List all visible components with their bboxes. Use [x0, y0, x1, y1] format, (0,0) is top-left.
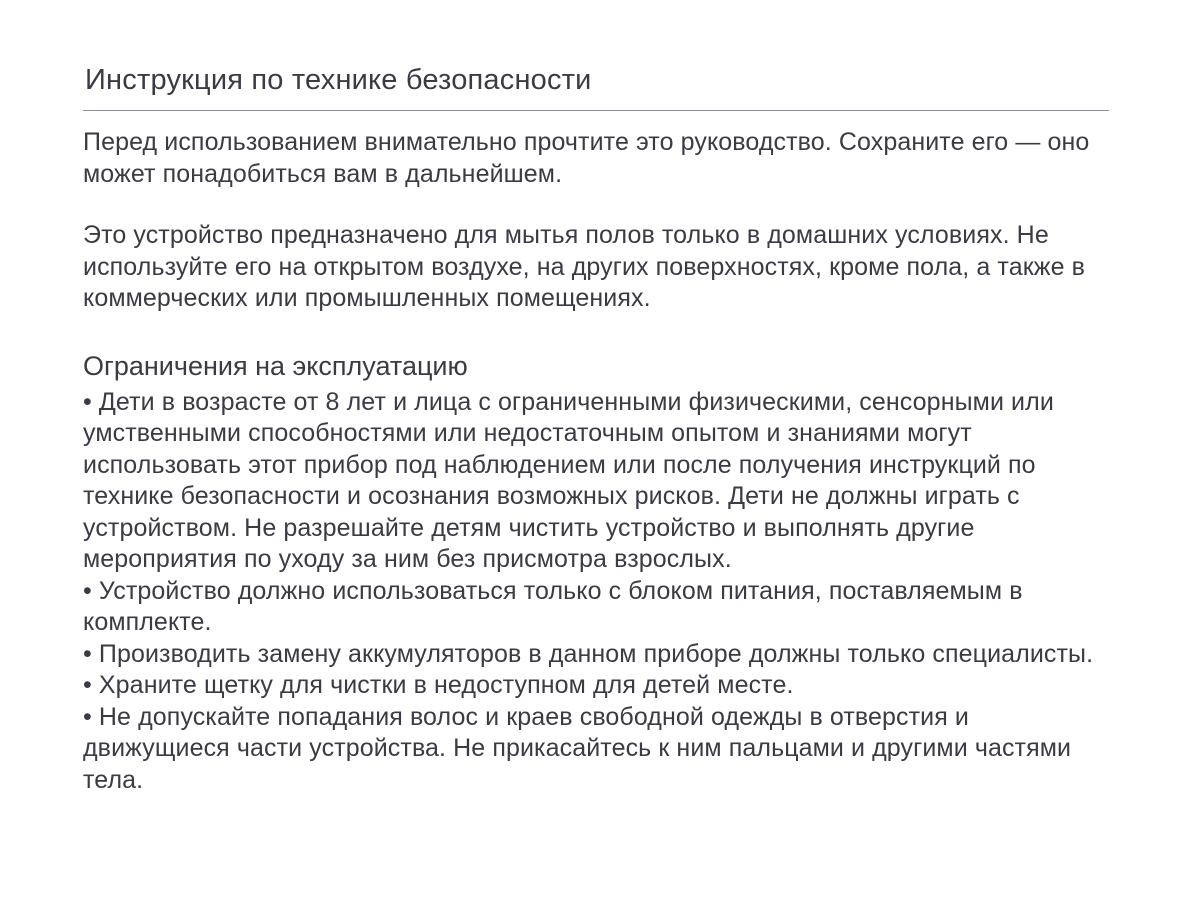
list-item: [83, 670, 1109, 702]
list-item-text: Устройство должно использоваться только с блоком питания, поставляемым в комплекте.: [83, 576, 1023, 636]
usage-paragraph: Это устройство предназначено для мытья полов только в домашних условиях. Не используйте его на открытом воздухе, на других поверхностях, кроме пола, а также в коммерческих или промышленных помещениях.: [83, 221, 1085, 312]
list-item-text: Дети в возрасте от 8 лет и лица с ограниченными физическими, сенсорными или умственными способностями или недостаточным опытом и знаниями могут использовать этот прибор под наблюдением или после получения инструкций по технике безопасности и осознания возможных рисков. Дети не должны играть с устройством. Не разрешайте детям чистить устройство и выполнять другие мероприятия по уходу за ним без присмотра взрослых.: [83, 387, 1054, 573]
bullet-marker: •: [83, 702, 92, 731]
restrictions-list: [83, 387, 1109, 797]
bullet-marker: •: [83, 639, 92, 668]
list-item-text: Не допускайте попадания волос и краев свободной одежды в отверстия и движущиеся части устройства. Не прикасайтесь к ним пальцами и другими частями тела.: [83, 702, 1072, 794]
bullet-marker: •: [83, 671, 92, 699]
list-item-text: Храните щетку для чистки в недоступном для детей месте.: [98, 671, 794, 699]
list-item: [83, 639, 1109, 671]
list-item: [83, 576, 1109, 639]
document-page: [83, 60, 1109, 796]
section-title: Ограничения на эксплуатацию: [83, 350, 468, 381]
bullet-marker: •: [83, 576, 92, 605]
intro-paragraph: Перед использованием внимательно прочтите это руководство. Сохраните его — оно может понадобиться вам в дальнейшем.: [83, 128, 1090, 188]
title-divider: [83, 110, 1109, 111]
bullet-marker: •: [83, 387, 92, 416]
list-item-text: Производить замену аккумуляторов в данном приборе должны только специалисты.: [98, 639, 1094, 668]
list-item: [83, 702, 1109, 797]
list-item: [83, 387, 1109, 576]
page-title: Инструкция по технике безопасности: [85, 64, 592, 96]
